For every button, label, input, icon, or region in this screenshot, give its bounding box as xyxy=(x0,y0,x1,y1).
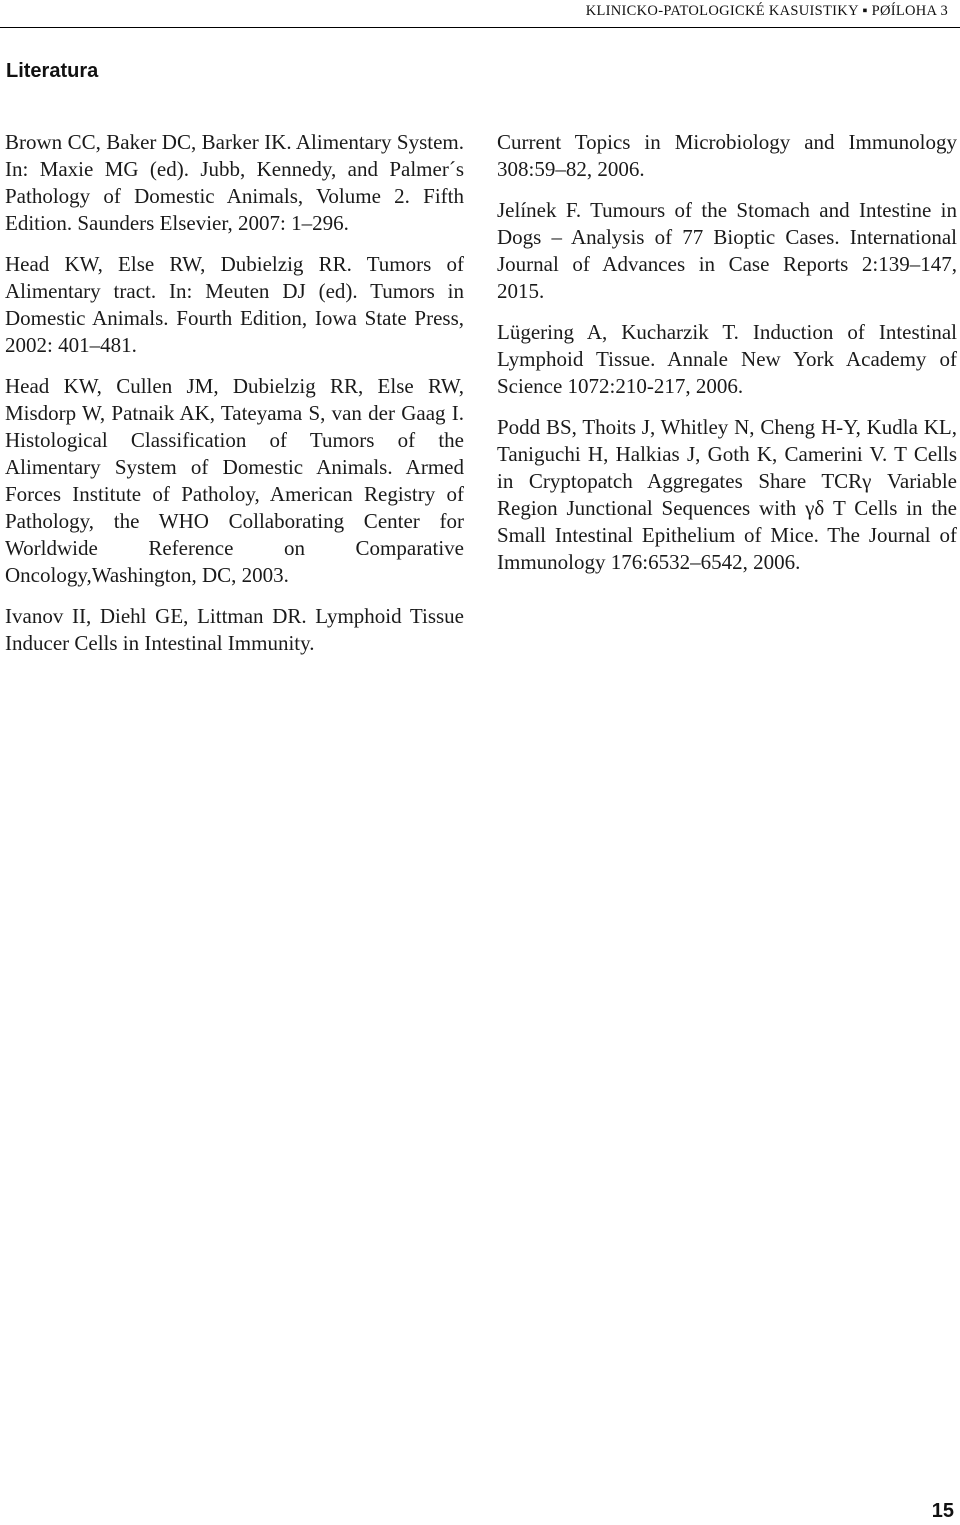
reference-item: Jelínek F. Tumours of the Stomach and Intestine in Dogs – Analysis of 77 Bioptic Cases. International Journal of Advances in Case Reports 2:139–147, 2015. xyxy=(497,198,957,303)
reference-item: Lügering A, Kucharzik T. Induction of Intestinal Lymphoid Tissue. Annale New York Academy of Science 1072:210-217, 2006. xyxy=(497,320,957,398)
reference-item: Podd BS, Thoits J, Whitley N, Cheng H-Y, Kudla KL, Taniguchi H, Halkias J, Goth K, Camerini V. T Cells in Cryptopatch Aggregates Share TCRγ Variable Region Junctional Sequences with γδ T Cells in the Small Intestinal Epithelium of Mice. The Journal of Immunology 176:6532–6542, 2006. xyxy=(497,415,957,574)
references-column-left xyxy=(5,129,464,671)
reference-item: Current Topics in Microbiology and Immunology 308:59–82, 2006. xyxy=(497,130,957,181)
reference-item: Brown CC, Baker DC, Barker IK. Alimentary System. In: Maxie MG (ed). Jubb, Kennedy, and Palmer´s Pathology of Domestic Animals, Volume 2. Fifth Edition. Saunders Elsevier, 2007: 1–296. xyxy=(5,130,464,235)
section-heading: Literatura xyxy=(6,60,99,82)
reference-item: Head KW, Else RW, Dubielzig RR. Tumors of Alimentary tract. In: Meuten DJ (ed). Tumors in Domestic Animals. Fourth Edition, Iowa State Press, 2002: 401–481. xyxy=(5,252,464,357)
reference-item: Head KW, Cullen JM, Dubielzig RR, Else RW, Misdorp W, Patnaik AK, Tateyama S, van der Gaag I. Histological Classification of Tumors of the Alimentary System of Domestic Animals. Armed Forces Institute of Patholoy, American Registry of Pathology, the WHO Collaborating Center for Worldwide Reference on Comparative Oncology,Washington, DC, 2003. xyxy=(5,374,464,587)
page-number: 15 xyxy=(931,1500,954,1522)
header-divider xyxy=(0,27,960,28)
reference-item: Ivanov II, Diehl GE, Littman DR. Lymphoid Tissue Inducer Cells in Intestinal Immunity. xyxy=(5,604,464,655)
running-header: KLINICKO-PATOLOGICKÉ KASUISTIKY ▪ PØÍLOHA 3 xyxy=(585,3,948,19)
references-column-right xyxy=(497,129,957,590)
